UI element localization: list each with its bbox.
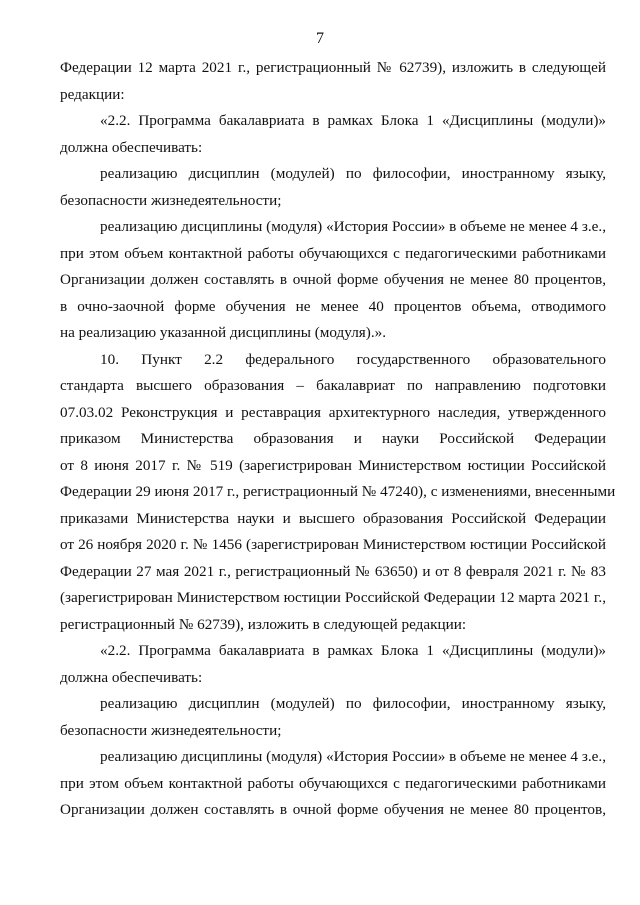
text-line: «2.2. Программа бакалавриата в рамках Блока 1 «Дисциплины (модули)» [100,112,606,129]
text-line: безопасности жизнедеятельности; [60,191,282,209]
text-line: редакции: [60,85,125,103]
text-line: приказом Министерства образования и науки Российской Федерации [60,430,606,447]
text-line: реализацию дисциплин (модулей) по философии, иностранному языку, [100,695,606,712]
text-line: при этом объем контактной работы обучающихся с педагогическими работниками [60,774,606,792]
text-line: на реализацию указанной дисциплины (модуля).». [60,324,387,341]
text-line: от 26 ноября 2020 г. № 1456 (зарегистрирован Министерством юстиции Российской [60,536,606,553]
text-line: (зарегистрирован Министерством юстиции Российской Федерации 12 марта 2021 г., [60,589,606,606]
text-line: Организации должен составлять в очной форме обучения не менее 80 процентов, [60,271,606,288]
text-line: Федерации 12 марта 2021 г., регистрационный № 62739), изложить в следующей [60,59,606,76]
text-line: 10. Пункт 2.2 федерального государственного образовательного [100,350,606,368]
text-line: реализацию дисциплин (модулей) по философии, иностранному языку, [100,165,606,182]
text-line: регистрационный № 62739), изложить в следующей редакции: [60,615,467,633]
text-line: в очно-заочной форме обучения не менее 40 процентов объема, отводимого [60,297,606,315]
text-line: от 8 июня 2017 г. № 519 (зарегистрирован Министерством юстиции Российской [60,456,606,474]
text-line: стандарта высшего образования – бакалавриат по направлению подготовки [60,377,606,394]
text-line: Федерации 27 мая 2021 г., регистрационный № 63650) и от 8 февраля 2021 г. № 83 [60,562,606,580]
text-line: «2.2. Программа бакалавриата в рамках Блока 1 «Дисциплины (модули)» [100,642,606,659]
text-line: Федерации 29 июня 2017 г., регистрационный № 47240), с изменениями, внесенными [60,483,616,500]
text-line: 07.03.02 Реконструкция и реставрация архитектурного наследия, утвержденного [60,403,606,421]
text-line: должна обеспечивать: [60,668,203,686]
text-line: приказами Министерства науки и высшего образования Российской Федерации [60,509,606,527]
text-line: Организации должен составлять в очной форме обучения не менее 80 процентов, [60,801,606,818]
page-number: 7 [316,30,324,47]
text-line: должна обеспечивать: [60,138,203,156]
text-line: при этом объем контактной работы обучающихся с педагогическими работниками [60,244,606,262]
text-line: безопасности жизнедеятельности; [60,721,282,739]
text-line: реализацию дисциплины (модуля) «История России» в объеме не менее 4 з.е., [100,218,606,235]
text-line: реализацию дисциплины (модуля) «История России» в объеме не менее 4 з.е., [100,748,606,765]
